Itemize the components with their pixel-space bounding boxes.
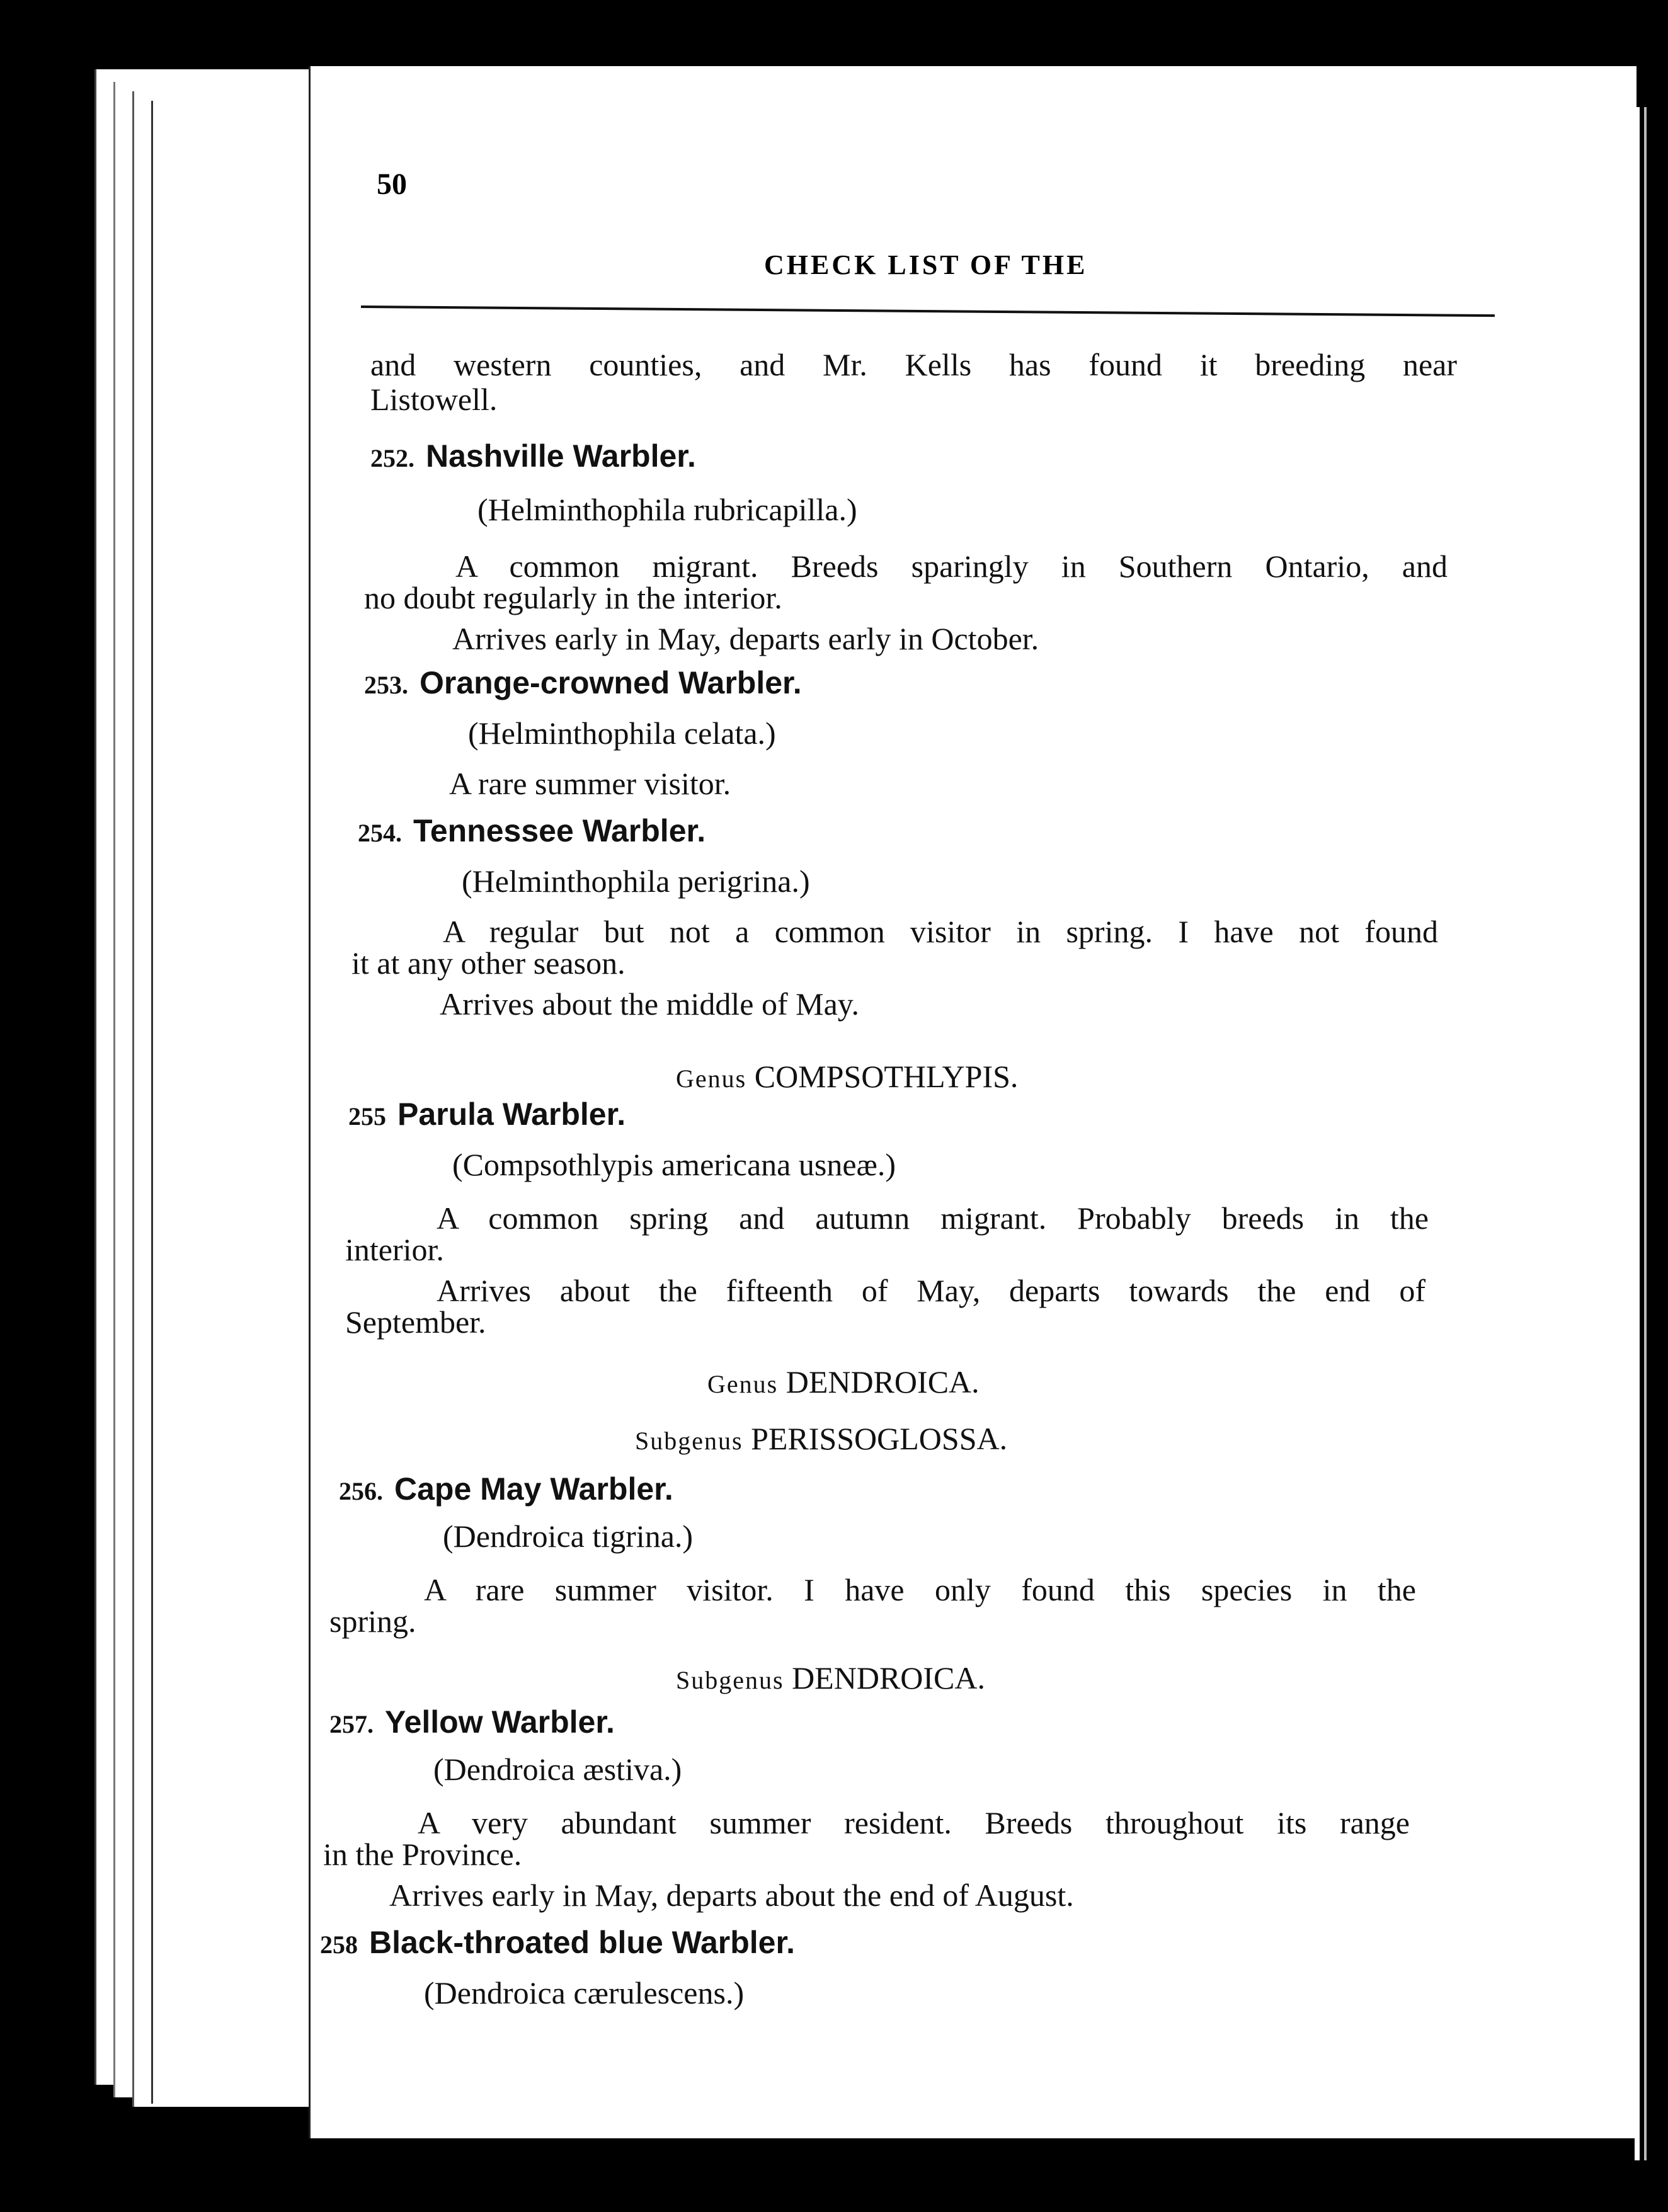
body-text-line: spring. [329,1604,416,1639]
body-text-line: interior. [345,1232,444,1267]
species-name: Yellow Warbler. [385,1704,615,1740]
subgenus-heading [676,1660,985,1696]
scientific-name: (Dendroica æstiva.) [433,1752,682,1787]
scientific-name: (Dendroica tigrina.) [443,1519,694,1554]
page-edge [1635,107,1640,2160]
book-page [309,66,1637,2138]
page-edge [1644,107,1647,2160]
body-text-line: A regular but not a common visitor in spring. I have not found [443,914,1438,949]
species-number: 254. [358,819,402,847]
body-text-line: A rare summer visitor. [449,766,731,801]
genus-name: DENDROICA. [792,1660,986,1696]
body-text-line: A very abundant summer resident. Breeds throughout its range [418,1805,1410,1840]
species-name: Tennessee Warbler. [413,813,706,848]
scientific-name: (Helminthophila perigrina.) [462,864,810,899]
genus-heading [676,1058,1018,1095]
body-text-line: Arrives early in May, departs early in October. [452,621,1039,656]
scientific-name: (Compsothlypis americana usneæ.) [452,1147,896,1182]
species-number: 253. [364,671,408,699]
species-heading [320,1924,795,1961]
body-text-line: it at any other season. [351,945,626,981]
body-text-line: Arrives early in May, departs about the end of August. [389,1878,1074,1913]
species-heading [358,812,705,849]
genus-name: DENDROICA. [785,1364,980,1400]
scientific-name: (Dendroica cærulescens.) [424,1975,745,2010]
species-heading [370,438,696,474]
page-number: 50 [377,168,407,201]
body-text-line: A common migrant. Breeds sparingly in Southern Ontario, and [455,549,1448,584]
genus-prefix: Genus [707,1370,779,1398]
species-name: Parula Warbler. [397,1097,626,1132]
scientific-name: (Helminthophila celata.) [468,715,776,751]
genus-prefix: Subgenus [676,1666,784,1694]
subgenus-heading [635,1420,1007,1457]
body-text-line: and western counties, and Mr. Kells has found it breeding near [370,347,1457,382]
body-text-line: in the Province. [323,1837,522,1872]
genus-prefix: Subgenus [635,1427,743,1455]
species-number: 252. [370,444,414,472]
body-text-line: A common spring and autumn migrant. Probably breeds in the [437,1200,1429,1236]
species-number: 256. [339,1477,383,1505]
body-text-line: September. [345,1304,486,1340]
body-text-line: Listowell. [370,382,498,417]
species-name: Black-throated blue Warbler. [369,1925,796,1960]
genus-name: COMPSOTHLYPIS. [754,1059,1019,1094]
species-name: Cape May Warbler. [394,1471,673,1507]
scientific-name: (Helminthophila rubricapilla.) [477,492,857,527]
body-text-line: no doubt regularly in the interior. [364,580,782,615]
body-text-line: Arrives about the middle of May. [440,986,860,1022]
species-heading [364,664,802,701]
species-number: 258 [320,1930,358,1959]
genus-heading [707,1364,980,1400]
species-name: Nashville Warbler. [426,438,696,474]
species-number: 257. [329,1710,374,1738]
species-heading [348,1096,626,1132]
running-head: CHECK LIST OF THE [764,249,1088,280]
species-name: Orange-crowned Warbler. [420,665,802,700]
genus-name: PERISSOGLOSSA. [751,1421,1008,1456]
header-rule [361,305,1495,317]
species-number: 255 [348,1102,386,1131]
body-text-line: Arrives about the fifteenth of May, departs towards the end of [437,1273,1425,1308]
body-text-line: A rare summer visitor. I have only found this species in the [424,1572,1416,1607]
species-heading [329,1704,615,1740]
species-heading [339,1471,673,1507]
genus-prefix: Genus [676,1064,747,1093]
page-content [311,66,1637,2138]
